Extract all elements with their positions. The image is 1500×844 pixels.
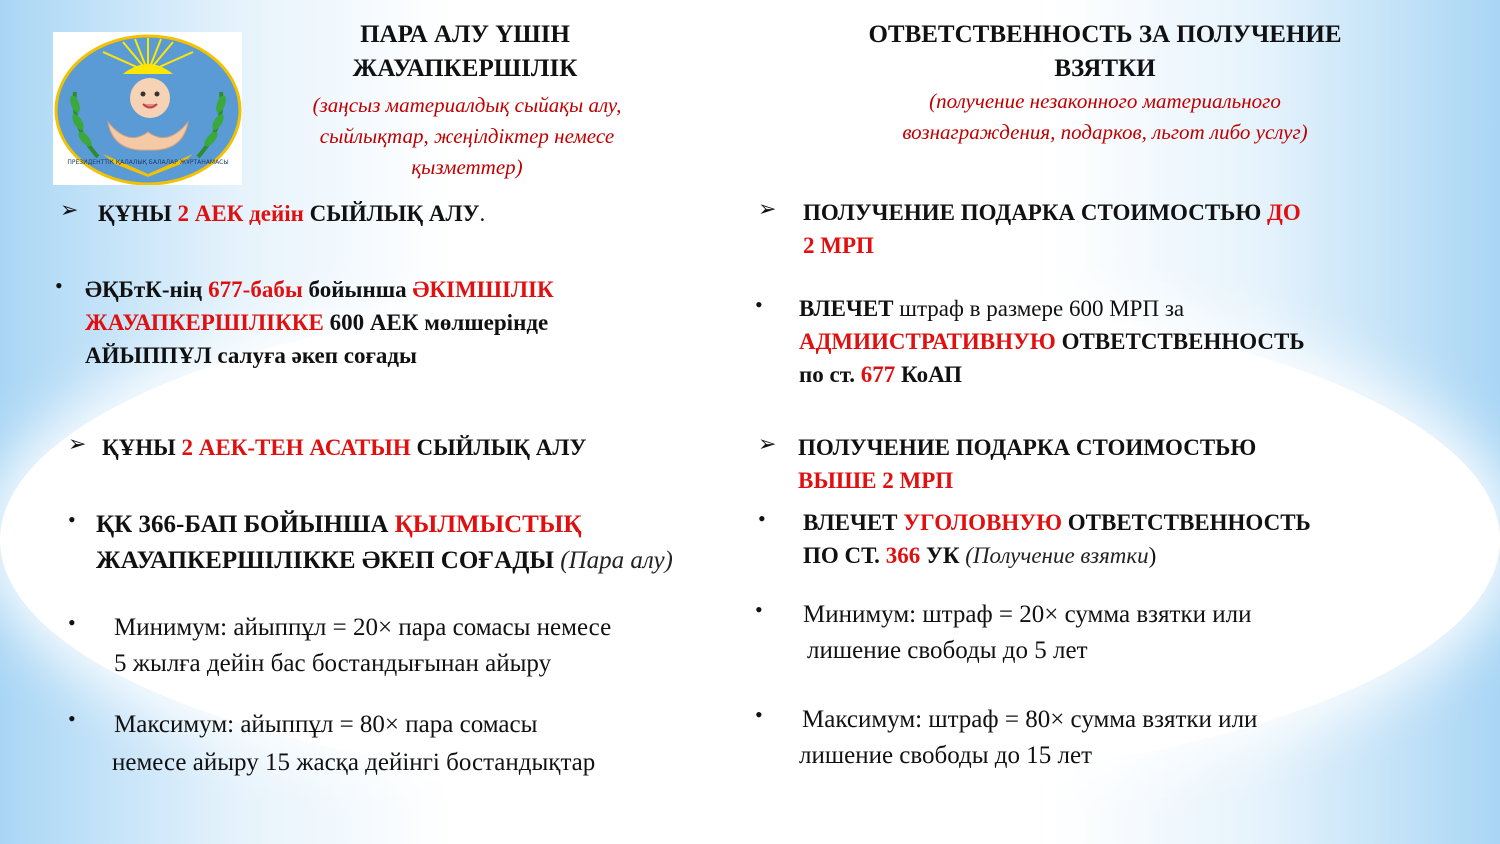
text-part: СЫЙЛЫҚ АЛУ — [303, 201, 480, 226]
left-bullet-2 — [68, 507, 673, 579]
arrow-bullet-icon: ➢ — [758, 431, 777, 456]
right-title-line2: ВЗЯТКИ — [1054, 55, 1156, 82]
left-bullet-1 — [55, 273, 554, 372]
right-bullet-3 — [755, 597, 1251, 669]
text-part: ҚҰНЫ — [102, 435, 182, 460]
right-heading-2 — [758, 431, 1256, 497]
text-part: . — [479, 201, 486, 226]
right-heading-1 — [758, 196, 1301, 262]
text-part: ВЛЕЧЕТ — [799, 296, 894, 321]
left-subtitle-line2: сыйлықтар, жеңілдіктер немесе — [319, 124, 615, 148]
left-title — [290, 18, 640, 86]
text-line: Минимум: айыппұл = 20× пара сомасы немесе — [114, 614, 612, 641]
text-part: ДО — [1267, 200, 1301, 225]
text-part: ҚҰНЫ — [98, 201, 178, 226]
left-bullet-3 — [68, 610, 611, 682]
text-part: 2 АЕК-ТЕН АСАТЫН — [181, 435, 411, 460]
text-part: 2 АЕК дейін — [177, 201, 304, 226]
text-part: ПОЛУЧЕНИЕ ПОДАРКА СТОИМОСТЬЮ — [798, 435, 1257, 460]
logo — [53, 32, 242, 185]
text-line: 5 жылға дейін бас бостандығынан айыру — [114, 650, 552, 677]
text-part: ОТВЕТСТВЕННОСТЬ — [1055, 329, 1305, 354]
bullet-icon: • — [68, 507, 76, 532]
text-part: ӘҚБтК-нің — [85, 277, 209, 302]
text-part: (Пара алу) — [560, 547, 673, 574]
bullet-icon: • — [55, 273, 63, 298]
text-part: 600 АЕК мөлшерінде — [323, 310, 549, 335]
right-subtitle-line2: вознаграждения, подарков, льгот либо услуг) — [902, 120, 1308, 144]
text-part: ОТВЕТСТВЕННОСТЬ — [1062, 510, 1311, 535]
bullet-icon: • — [68, 610, 76, 635]
text-part: ПО СТ. — [803, 543, 886, 568]
left-bullet-4 — [68, 706, 595, 782]
text-part: ВЫШЕ 2 МРП — [798, 468, 954, 493]
right-title — [810, 18, 1400, 86]
left-subtitle-line3: қызметтер) — [411, 155, 523, 179]
text-part: АДМИИСТРАТИВНУЮ — [799, 329, 1056, 354]
text-line: лишение свободы до 5 лет — [807, 637, 1088, 664]
children-fund-logo-icon — [53, 32, 242, 185]
text-part: (Получение взятки — [965, 543, 1149, 568]
arrow-bullet-icon: ➢ — [758, 196, 777, 221]
text-part: КоАП — [895, 362, 962, 387]
text-part: СЫЙЛЫҚ АЛУ — [410, 435, 587, 460]
text-line: Максимум: айыппұл = 80× пара сомасы — [114, 711, 538, 738]
text-part: 677-бабы — [208, 277, 303, 302]
text-part: УК — [920, 543, 966, 568]
text-part: ЖАУАПКЕРШІЛІККЕ ӘКЕП СОҒАДЫ — [96, 547, 561, 574]
text-part: по ст. — [799, 362, 861, 387]
text-part: ӘКІМШІЛІК — [412, 277, 554, 302]
left-heading-1 — [60, 197, 485, 230]
bullet-icon: • — [68, 706, 76, 731]
right-bullet-4 — [755, 702, 1257, 774]
left-subtitle — [262, 90, 672, 183]
text-part: УГОЛОВНУЮ — [903, 510, 1062, 535]
text-part: ВЛЕЧЕТ — [803, 510, 904, 535]
text-part: 2 МРП — [803, 233, 874, 258]
text-part: 677 — [860, 362, 896, 387]
right-bullet-1 — [755, 292, 1305, 391]
bullet-icon: • — [758, 506, 766, 531]
text-line: Максимум: штраф = 80× сумма взятки или — [802, 706, 1258, 733]
arrow-bullet-icon: ➢ — [60, 197, 79, 222]
text-part: ) — [1148, 543, 1157, 568]
text-part: 366 — [885, 543, 921, 568]
right-subtitle-line1: (получение незаконного материального — [929, 89, 1281, 113]
left-title-line2: ЖАУАПКЕРШІЛІК — [352, 55, 578, 82]
text-part: ПОЛУЧЕНИЕ ПОДАРКА СТОИМОСТЬЮ — [803, 200, 1268, 225]
text-part: ҚЫЛМЫСТЫҚ — [394, 511, 582, 538]
text-part: АЙЫППҰЛ салуға әкеп соғады — [85, 343, 417, 368]
arrow-bullet-icon: ➢ — [68, 431, 87, 456]
text-part: бойынша — [302, 277, 413, 302]
text-line: немесе айыру 15 жасқа дейінгі бостандықтар — [112, 749, 596, 776]
bullet-icon: • — [755, 597, 763, 622]
right-title-line1: ОТВЕТСТВЕННОСТЬ ЗА ПОЛУЧЕНИЕ — [868, 21, 1342, 48]
logo-arc-text: ПРЕЗИДЕНТТІК ҚАЛАЛЫҚ БАЛАЛАР ЖҰРТАНАМАСЫ — [67, 159, 229, 166]
left-heading-2 — [68, 431, 586, 464]
right-subtitle — [830, 86, 1380, 148]
left-title-line1: ПАРА АЛУ ҮШІН — [360, 21, 570, 48]
text-part: штраф в размере 600 МРП за — [893, 296, 1185, 321]
bullet-icon: • — [755, 292, 763, 317]
text-line: Минимум: штраф = 20× сумма взятки или — [803, 601, 1252, 628]
bullet-icon: • — [755, 702, 763, 727]
left-subtitle-line1: (заңсыз материалдық сыйақы алу, — [312, 93, 622, 117]
text-line: лишение свободы до 15 лет — [799, 742, 1093, 769]
right-bullet-2 — [758, 506, 1311, 572]
text-part: ЖАУАПКЕРШІЛІККЕ — [85, 310, 324, 335]
text-part: ҚК 366-БАП БОЙЫНША — [96, 511, 395, 538]
